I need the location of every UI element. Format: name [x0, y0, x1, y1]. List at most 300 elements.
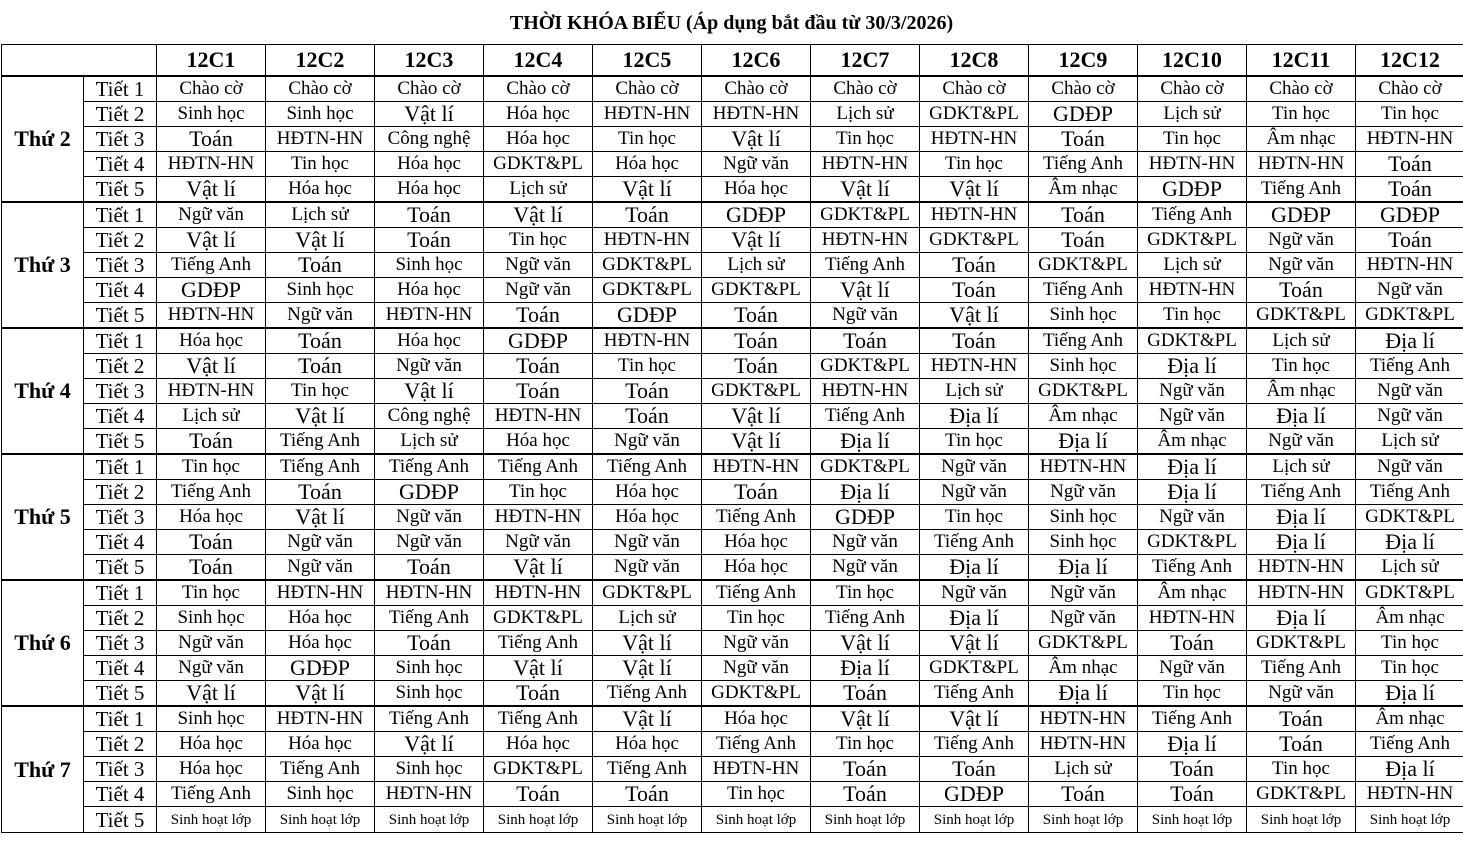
subject-cell: Vật lí	[157, 354, 266, 379]
subject-cell: Toán	[920, 757, 1029, 782]
subject-cell: Hóa học	[593, 152, 702, 177]
subject-cell: HĐTN-HN	[1247, 580, 1356, 606]
subject-cell: Vật lí	[702, 404, 811, 429]
subject-cell: Tiếng Anh	[375, 706, 484, 732]
subject-cell: Âm nhạc	[1029, 656, 1138, 681]
subject-cell: Toán	[375, 202, 484, 228]
subject-cell: GDKT&PL	[920, 102, 1029, 127]
subject-cell: Chào cờ	[1247, 76, 1356, 102]
subject-cell: Toán	[157, 555, 266, 581]
subject-cell: GDKT&PL	[1138, 228, 1247, 253]
subject-cell: Vật lí	[484, 202, 593, 228]
subject-cell: Ngữ văn	[375, 530, 484, 555]
subject-cell: Vật lí	[266, 404, 375, 429]
subject-cell: Vật lí	[920, 177, 1029, 203]
subject-cell: Sinh hoạt lớp	[1029, 807, 1138, 833]
subject-cell: HĐTN-HN	[702, 102, 811, 127]
subject-cell: GDKT&PL	[920, 228, 1029, 253]
subject-cell: HĐTN-HN	[811, 228, 920, 253]
subject-cell: GDKT&PL	[1247, 782, 1356, 807]
subject-cell: GDĐP	[157, 278, 266, 303]
period-label: Tiết 2	[84, 102, 157, 127]
subject-cell: Toán	[484, 782, 593, 807]
subject-cell: GDKT&PL	[593, 580, 702, 606]
subject-cell: Ngữ văn	[266, 555, 375, 581]
subject-cell: Sinh học	[1029, 303, 1138, 329]
subject-cell: Vật lí	[157, 177, 266, 203]
subject-cell: Toán	[1138, 631, 1247, 656]
subject-cell: Vật lí	[593, 706, 702, 732]
subject-cell: Toán	[484, 379, 593, 404]
subject-cell: Lịch sử	[484, 177, 593, 203]
timetable-row	[2, 580, 1463, 606]
subject-cell: Hóa học	[702, 177, 811, 203]
subject-cell: Ngữ văn	[1138, 404, 1247, 429]
subject-cell: Tin học	[920, 505, 1029, 530]
subject-cell: Tiếng Anh	[1247, 177, 1356, 203]
subject-cell: Tiếng Anh	[1356, 732, 1463, 757]
subject-cell: HĐTN-HN	[1247, 555, 1356, 581]
subject-cell: Địa lí	[1356, 681, 1463, 707]
subject-cell: HĐTN-HN	[920, 202, 1029, 228]
class-header-row	[2, 45, 1463, 77]
subject-cell: Sinh hoạt lớp	[702, 807, 811, 833]
subject-cell: Toán	[1247, 706, 1356, 732]
subject-cell: HĐTN-HN	[593, 102, 702, 127]
subject-cell: GDKT&PL	[702, 278, 811, 303]
subject-cell: HĐTN-HN	[484, 404, 593, 429]
subject-cell: Tin học	[484, 228, 593, 253]
subject-cell: Hóa học	[484, 127, 593, 152]
timetable-row	[2, 732, 1463, 757]
subject-cell: HĐTN-HN	[702, 454, 811, 480]
subject-cell: Ngữ văn	[1138, 379, 1247, 404]
subject-cell: Sinh hoạt lớp	[593, 807, 702, 833]
subject-cell: Chào cờ	[702, 76, 811, 102]
subject-cell: Tiếng Anh	[1356, 354, 1463, 379]
timetable-row	[2, 328, 1463, 354]
subject-cell: Tiếng Anh	[1138, 555, 1247, 581]
period-label: Tiết 5	[84, 177, 157, 203]
subject-cell: Chào cờ	[920, 76, 1029, 102]
subject-cell: Toán	[1138, 782, 1247, 807]
subject-cell: Ngữ văn	[1356, 278, 1463, 303]
subject-cell: GDĐP	[266, 656, 375, 681]
subject-cell: HĐTN-HN	[920, 354, 1029, 379]
subject-cell: Tiếng Anh	[1247, 656, 1356, 681]
subject-cell: Toán	[266, 354, 375, 379]
subject-cell: Lịch sử	[1247, 454, 1356, 480]
subject-cell: Địa lí	[920, 555, 1029, 581]
class-header: 12C8	[920, 45, 1029, 77]
subject-cell: Tin học	[1356, 656, 1463, 681]
subject-cell: Địa lí	[1247, 606, 1356, 631]
subject-cell: Chào cờ	[484, 76, 593, 102]
subject-cell: Hóa học	[157, 757, 266, 782]
subject-cell: GDĐP	[484, 328, 593, 354]
subject-cell: Tiếng Anh	[157, 480, 266, 505]
class-header: 12C5	[593, 45, 702, 77]
subject-cell: Tiếng Anh	[1029, 152, 1138, 177]
subject-cell: GDKT&PL	[811, 454, 920, 480]
subject-cell: Toán	[920, 328, 1029, 354]
timetable-row	[2, 807, 1463, 833]
subject-cell: Địa lí	[1138, 480, 1247, 505]
subject-cell: Tiếng Anh	[1356, 480, 1463, 505]
subject-cell: GDĐP	[1356, 202, 1463, 228]
subject-cell: Địa lí	[1356, 328, 1463, 354]
subject-cell: Chào cờ	[593, 76, 702, 102]
subject-cell: Vật lí	[375, 102, 484, 127]
subject-cell: Toán	[1356, 177, 1463, 203]
subject-cell: GDKT&PL	[1247, 303, 1356, 329]
subject-cell: Tin học	[702, 782, 811, 807]
subject-cell: HĐTN-HN	[484, 580, 593, 606]
period-label: Tiết 3	[84, 757, 157, 782]
subject-cell: Âm nhạc	[1138, 580, 1247, 606]
subject-cell: Toán	[266, 328, 375, 354]
subject-cell: Toán	[920, 278, 1029, 303]
subject-cell: Tin học	[1356, 102, 1463, 127]
subject-cell: HĐTN-HN	[375, 303, 484, 329]
subject-cell: GDKT&PL	[811, 202, 920, 228]
subject-cell: GDKT&PL	[1356, 505, 1463, 530]
subject-cell: HĐTN-HN	[1138, 606, 1247, 631]
subject-cell: Sinh học	[375, 253, 484, 278]
period-label: Tiết 3	[84, 505, 157, 530]
subject-cell: Âm nhạc	[1029, 177, 1138, 203]
subject-cell: Tin học	[702, 606, 811, 631]
subject-cell: Toán	[920, 253, 1029, 278]
subject-cell: GDKT&PL	[1356, 580, 1463, 606]
subject-cell: Vật lí	[266, 681, 375, 707]
subject-cell: Tin học	[157, 454, 266, 480]
subject-cell: Toán	[593, 404, 702, 429]
subject-cell: Toán	[266, 253, 375, 278]
subject-cell: HĐTN-HN	[1247, 152, 1356, 177]
timetable-row	[2, 177, 1463, 203]
timetable-row	[2, 505, 1463, 530]
subject-cell: Tiếng Anh	[375, 606, 484, 631]
subject-cell: Tiếng Anh	[593, 454, 702, 480]
subject-cell: Hóa học	[484, 102, 593, 127]
subject-cell: Vật lí	[811, 631, 920, 656]
subject-cell: Toán	[1029, 127, 1138, 152]
subject-cell: Tin học	[920, 152, 1029, 177]
subject-cell: Lịch sử	[157, 404, 266, 429]
class-header: 12C1	[157, 45, 266, 77]
subject-cell: Ngữ văn	[811, 555, 920, 581]
subject-cell: Hóa học	[484, 429, 593, 455]
subject-cell: HĐTN-HN	[484, 505, 593, 530]
subject-cell: Vật lí	[593, 177, 702, 203]
subject-cell: Chào cờ	[811, 76, 920, 102]
subject-cell: Sinh học	[1029, 505, 1138, 530]
subject-cell: Lịch sử	[1029, 757, 1138, 782]
period-label: Tiết 2	[84, 732, 157, 757]
period-label: Tiết 1	[84, 454, 157, 480]
subject-cell: Chào cờ	[157, 76, 266, 102]
subject-cell: Vật lí	[593, 631, 702, 656]
subject-cell: Lịch sử	[593, 606, 702, 631]
subject-cell: Tiếng Anh	[375, 454, 484, 480]
class-header: 12C7	[811, 45, 920, 77]
subject-cell: GDKT&PL	[1029, 379, 1138, 404]
subject-cell: Âm nhạc	[1356, 706, 1463, 732]
timetable-row	[2, 480, 1463, 505]
period-label: Tiết 2	[84, 480, 157, 505]
subject-cell: Ngữ văn	[266, 303, 375, 329]
timetable-row	[2, 429, 1463, 455]
subject-cell: Toán	[484, 681, 593, 707]
subject-cell: Sinh học	[157, 606, 266, 631]
period-label: Tiết 3	[84, 631, 157, 656]
subject-cell: Ngữ văn	[1029, 580, 1138, 606]
subject-cell: Vật lí	[593, 656, 702, 681]
subject-cell: Ngữ văn	[1247, 253, 1356, 278]
subject-cell: Vật lí	[920, 303, 1029, 329]
subject-cell: Sinh học	[266, 278, 375, 303]
subject-cell: Toán	[702, 354, 811, 379]
subject-cell: Sinh hoạt lớp	[811, 807, 920, 833]
subject-cell: Sinh học	[1029, 354, 1138, 379]
subject-cell: Hóa học	[702, 555, 811, 581]
period-label: Tiết 3	[84, 127, 157, 152]
subject-cell: Toán	[702, 303, 811, 329]
timetable-row	[2, 278, 1463, 303]
period-label: Tiết 4	[84, 530, 157, 555]
timetable-row	[2, 127, 1463, 152]
period-label: Tiết 1	[84, 76, 157, 102]
subject-cell: Toán	[484, 354, 593, 379]
subject-cell: Hóa học	[375, 152, 484, 177]
subject-cell: Hóa học	[593, 732, 702, 757]
subject-cell: Tin học	[157, 580, 266, 606]
subject-cell: Toán	[1029, 202, 1138, 228]
subject-cell: Ngữ văn	[593, 429, 702, 455]
subject-cell: HĐTN-HN	[157, 303, 266, 329]
subject-cell: Tiếng Anh	[1138, 706, 1247, 732]
subject-cell: Địa lí	[1138, 454, 1247, 480]
subject-cell: Ngữ văn	[702, 656, 811, 681]
subject-cell: Toán	[1029, 782, 1138, 807]
subject-cell: Hóa học	[593, 505, 702, 530]
subject-cell: Âm nhạc	[1247, 127, 1356, 152]
subject-cell: GDKT&PL	[593, 278, 702, 303]
subject-cell: Toán	[1029, 228, 1138, 253]
subject-cell: Ngữ văn	[702, 631, 811, 656]
subject-cell: GDKT&PL	[484, 152, 593, 177]
subject-cell: Sinh hoạt lớp	[1138, 807, 1247, 833]
subject-cell: Địa lí	[1138, 354, 1247, 379]
subject-cell: HĐTN-HN	[1356, 127, 1463, 152]
class-header: 12C10	[1138, 45, 1247, 77]
subject-cell: Tiếng Anh	[920, 530, 1029, 555]
day-label: Thứ 6	[2, 580, 84, 706]
subject-cell: GDKT&PL	[702, 379, 811, 404]
day-label: Thứ 2	[2, 76, 84, 202]
subject-cell: Địa lí	[811, 480, 920, 505]
subject-cell: Ngữ văn	[920, 454, 1029, 480]
subject-cell: Tin học	[811, 580, 920, 606]
timetable-row	[2, 354, 1463, 379]
subject-cell: Toán	[1247, 278, 1356, 303]
subject-cell: Hóa học	[375, 328, 484, 354]
subject-cell: Địa lí	[811, 656, 920, 681]
subject-cell: GDĐP	[811, 505, 920, 530]
subject-cell: GDKT&PL	[484, 757, 593, 782]
subject-cell: Ngữ văn	[1247, 228, 1356, 253]
subject-cell: Ngữ văn	[484, 530, 593, 555]
period-label: Tiết 2	[84, 606, 157, 631]
subject-cell: GDKT&PL	[702, 681, 811, 707]
subject-cell: Tiếng Anh	[1138, 202, 1247, 228]
subject-cell: Tin học	[266, 379, 375, 404]
subject-cell: Tiếng Anh	[1029, 278, 1138, 303]
subject-cell: Ngữ văn	[157, 631, 266, 656]
subject-cell: Tin học	[1356, 631, 1463, 656]
subject-cell: Vật lí	[811, 278, 920, 303]
timetable-row	[2, 606, 1463, 631]
period-label: Tiết 2	[84, 228, 157, 253]
subject-cell: Địa lí	[1356, 530, 1463, 555]
subject-cell: Hóa học	[375, 177, 484, 203]
subject-cell: Toán	[702, 328, 811, 354]
subject-cell: Tiếng Anh	[157, 253, 266, 278]
subject-cell: Tiếng Anh	[920, 732, 1029, 757]
subject-cell: Địa lí	[920, 404, 1029, 429]
subject-cell: Vật lí	[920, 631, 1029, 656]
timetable-row	[2, 454, 1463, 480]
subject-cell: Tiếng Anh	[920, 681, 1029, 707]
subject-cell: Tin học	[1247, 102, 1356, 127]
subject-cell: HĐTN-HN	[157, 379, 266, 404]
subject-cell: Hóa học	[375, 278, 484, 303]
period-label: Tiết 1	[84, 328, 157, 354]
subject-cell: Tiếng Anh	[484, 706, 593, 732]
subject-cell: Tiếng Anh	[266, 429, 375, 455]
subject-cell: Toán	[375, 228, 484, 253]
timetable-body	[2, 76, 1463, 833]
timetable-row	[2, 303, 1463, 329]
subject-cell: Vật lí	[702, 429, 811, 455]
subject-cell: Ngữ văn	[593, 530, 702, 555]
subject-cell: Ngữ văn	[157, 656, 266, 681]
subject-cell: Lịch sử	[1247, 328, 1356, 354]
subject-cell: Tin học	[1247, 354, 1356, 379]
subject-cell: HĐTN-HN	[811, 152, 920, 177]
subject-cell: Hóa học	[266, 606, 375, 631]
subject-cell: GDKT&PL	[1356, 303, 1463, 329]
subject-cell: Vật lí	[375, 732, 484, 757]
subject-cell: Sinh học	[157, 706, 266, 732]
subject-cell: Toán	[1247, 732, 1356, 757]
subject-cell: HĐTN-HN	[1029, 706, 1138, 732]
timetable-row	[2, 757, 1463, 782]
subject-cell: Chào cờ	[1356, 76, 1463, 102]
subject-cell: HĐTN-HN	[266, 706, 375, 732]
subject-cell: HĐTN-HN	[157, 152, 266, 177]
subject-cell: Vật lí	[375, 379, 484, 404]
subject-cell: Toán	[266, 480, 375, 505]
subject-cell: Tin học	[593, 127, 702, 152]
subject-cell: HĐTN-HN	[1138, 152, 1247, 177]
day-label: Thứ 7	[2, 706, 84, 833]
subject-cell: Tiếng Anh	[484, 454, 593, 480]
subject-cell: GDĐP	[920, 782, 1029, 807]
subject-cell: Vật lí	[157, 228, 266, 253]
subject-cell: Tiếng Anh	[1029, 328, 1138, 354]
subject-cell: Toán	[157, 429, 266, 455]
subject-cell: Tiếng Anh	[811, 606, 920, 631]
subject-cell: Sinh học	[157, 102, 266, 127]
subject-cell: Tin học	[1247, 757, 1356, 782]
period-label: Tiết 1	[84, 202, 157, 228]
subject-cell: HĐTN-HN	[266, 580, 375, 606]
period-label: Tiết 5	[84, 429, 157, 455]
timetable-row	[2, 253, 1463, 278]
subject-cell: Tin học	[920, 429, 1029, 455]
subject-cell: Lịch sử	[266, 202, 375, 228]
subject-cell: Ngữ văn	[1247, 681, 1356, 707]
day-label: Thứ 5	[2, 454, 84, 580]
subject-cell: Tin học	[1138, 681, 1247, 707]
subject-cell: Ngữ văn	[920, 480, 1029, 505]
subject-cell: Ngữ văn	[1356, 379, 1463, 404]
subject-cell: HĐTN-HN	[1029, 454, 1138, 480]
timetable	[1, 44, 1463, 833]
subject-cell: HĐTN-HN	[1356, 782, 1463, 807]
subject-cell: Toán	[1356, 228, 1463, 253]
class-header: 12C12	[1356, 45, 1463, 77]
subject-cell: Lịch sử	[1138, 102, 1247, 127]
subject-cell: Địa lí	[1029, 681, 1138, 707]
subject-cell: Sinh hoạt lớp	[484, 807, 593, 833]
subject-cell: Địa lí	[1029, 555, 1138, 581]
subject-cell: Vật lí	[266, 228, 375, 253]
subject-cell: Âm nhạc	[1247, 379, 1356, 404]
subject-cell: Công nghệ	[375, 127, 484, 152]
subject-cell: Tiếng Anh	[266, 757, 375, 782]
subject-cell: Toán	[811, 757, 920, 782]
subject-cell: GDĐP	[375, 480, 484, 505]
subject-cell: Địa lí	[811, 429, 920, 455]
subject-cell: Tiếng Anh	[484, 631, 593, 656]
subject-cell: Hóa học	[157, 505, 266, 530]
subject-cell: Toán	[375, 631, 484, 656]
subject-cell: Ngữ văn	[811, 530, 920, 555]
subject-cell: HĐTN-HN	[920, 127, 1029, 152]
timetable-row	[2, 102, 1463, 127]
subject-cell: Sinh học	[375, 656, 484, 681]
subject-cell: Địa lí	[1247, 505, 1356, 530]
subject-cell: Vật lí	[266, 505, 375, 530]
subject-cell: Ngữ văn	[484, 278, 593, 303]
subject-cell: GDKT&PL	[811, 354, 920, 379]
class-header: 12C4	[484, 45, 593, 77]
timetable-row	[2, 555, 1463, 581]
subject-cell: Hóa học	[702, 530, 811, 555]
subject-cell: Ngữ văn	[1138, 656, 1247, 681]
subject-cell: GDĐP	[1138, 177, 1247, 203]
header-corner	[2, 45, 157, 77]
period-label: Tiết 5	[84, 555, 157, 581]
subject-cell: Tin học	[1138, 303, 1247, 329]
subject-cell: Vật lí	[157, 681, 266, 707]
subject-cell: Chào cờ	[1138, 76, 1247, 102]
subject-cell: Địa lí	[1029, 429, 1138, 455]
subject-cell: Chào cờ	[1029, 76, 1138, 102]
